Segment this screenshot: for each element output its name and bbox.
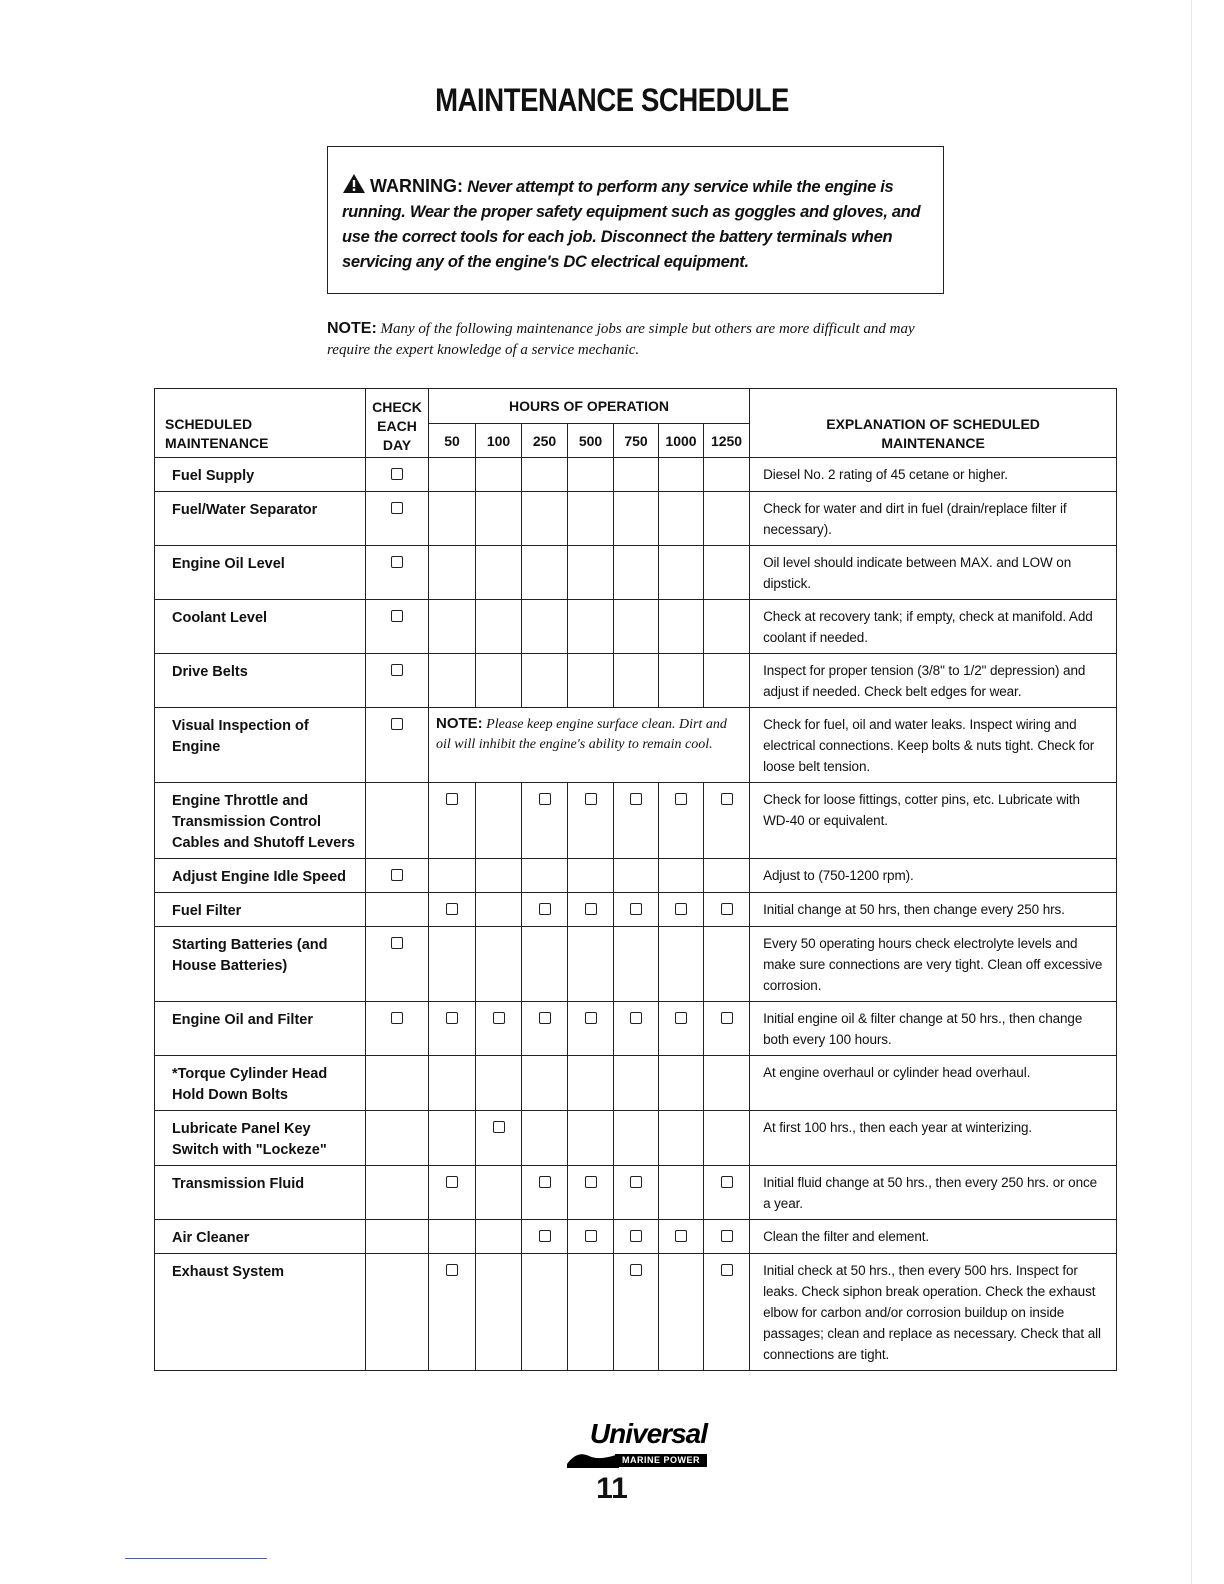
interval-cell bbox=[614, 893, 659, 927]
explanation: Initial fluid change at 50 hrs., then every 250 hrs. or once a year. bbox=[750, 1166, 1117, 1220]
check-daily-cell bbox=[366, 1002, 429, 1056]
warning-box bbox=[327, 146, 944, 294]
interval-cell bbox=[522, 1254, 568, 1371]
maintenance-item: Engine Oil and Filter bbox=[155, 1002, 366, 1056]
table-row bbox=[155, 927, 1117, 1002]
interval-cell bbox=[614, 1002, 659, 1056]
explanation: Check for loose fittings, cotter pins, etc. Lubricate with WD-40 or equivalent. bbox=[750, 783, 1117, 859]
checkbox[interactable] bbox=[446, 1176, 458, 1188]
maintenance-item: Starting Batteries (and House Batteries) bbox=[155, 927, 366, 1002]
interval-cell bbox=[429, 893, 476, 927]
checkbox[interactable] bbox=[630, 1176, 642, 1188]
checkbox[interactable] bbox=[446, 903, 458, 915]
maintenance-table bbox=[154, 388, 1117, 1371]
interval-cell bbox=[659, 1254, 704, 1371]
interval-cell bbox=[476, 600, 522, 654]
checkbox[interactable] bbox=[539, 793, 551, 805]
interval-cell bbox=[522, 927, 568, 1002]
interval-cell bbox=[476, 1056, 522, 1111]
interval-cell bbox=[659, 783, 704, 859]
universal-logo bbox=[567, 1418, 709, 1474]
header-interval: 100 bbox=[476, 424, 522, 458]
interval-cell bbox=[522, 1220, 568, 1254]
header-check-each-day bbox=[366, 389, 429, 458]
checkbox[interactable] bbox=[391, 664, 403, 676]
interval-cell bbox=[476, 1220, 522, 1254]
interval-cell bbox=[568, 458, 614, 492]
interval-cell bbox=[476, 654, 522, 708]
note-lead: NOTE: bbox=[327, 320, 377, 337]
interval-cell bbox=[568, 492, 614, 546]
header-interval: 500 bbox=[568, 424, 614, 458]
checkbox[interactable] bbox=[675, 903, 687, 915]
interval-cell bbox=[568, 1056, 614, 1111]
checkbox[interactable] bbox=[630, 793, 642, 805]
interval-cell bbox=[568, 1166, 614, 1220]
header-row-top bbox=[155, 389, 1117, 424]
checkbox[interactable] bbox=[539, 1176, 551, 1188]
interval-cell bbox=[704, 1254, 750, 1371]
checkbox[interactable] bbox=[630, 903, 642, 915]
check-daily-cell bbox=[366, 654, 429, 708]
header-explanation bbox=[750, 389, 1117, 458]
interval-cell bbox=[614, 458, 659, 492]
interval-cell bbox=[704, 1056, 750, 1111]
interval-cell bbox=[614, 492, 659, 546]
header-interval: 250 bbox=[522, 424, 568, 458]
check-daily-cell bbox=[366, 783, 429, 859]
check-daily-cell bbox=[366, 893, 429, 927]
header-interval: 1250 bbox=[704, 424, 750, 458]
interval-cell bbox=[522, 1166, 568, 1220]
checkbox[interactable] bbox=[446, 1264, 458, 1276]
interval-cell bbox=[704, 1111, 750, 1166]
table-row bbox=[155, 1002, 1117, 1056]
maintenance-item: Fuel Supply bbox=[155, 458, 366, 492]
table-row bbox=[155, 708, 1117, 783]
explanation: Diesel No. 2 rating of 45 cetane or higher. bbox=[750, 458, 1117, 492]
interval-cell bbox=[476, 1254, 522, 1371]
interval-cell bbox=[429, 1002, 476, 1056]
interval-cell bbox=[522, 458, 568, 492]
interval-cell bbox=[476, 1166, 522, 1220]
header-interval: 750 bbox=[614, 424, 659, 458]
interval-cell bbox=[568, 1220, 614, 1254]
interval-cell bbox=[429, 859, 476, 893]
checkbox[interactable] bbox=[493, 1121, 505, 1133]
header-check-line1: CHECK bbox=[372, 399, 422, 415]
checkbox[interactable] bbox=[493, 1012, 505, 1024]
interval-cell bbox=[704, 1220, 750, 1254]
interval-cell bbox=[476, 783, 522, 859]
table-row bbox=[155, 600, 1117, 654]
interval-cell bbox=[659, 1056, 704, 1111]
checkbox[interactable] bbox=[630, 1264, 642, 1276]
interval-cell bbox=[429, 546, 476, 600]
explanation: Check for water and dirt in fuel (drain/replace filter if necessary). bbox=[750, 492, 1117, 546]
interval-cell bbox=[659, 859, 704, 893]
checkbox[interactable] bbox=[391, 937, 403, 949]
checkbox[interactable] bbox=[391, 718, 403, 730]
interval-cell bbox=[522, 600, 568, 654]
header-scheduled-line2: MAINTENANCE bbox=[165, 435, 269, 451]
footer-rule bbox=[125, 1558, 267, 1559]
warning-body: Never attempt to perform any service while the engine is running. Wear the proper safety equipment such as goggles and gloves, and use the correct tools for each job. Disconnect the battery terminals when servicing any of the engine's DC electrical equipment. bbox=[342, 178, 921, 271]
interval-cell bbox=[614, 1111, 659, 1166]
checkbox[interactable] bbox=[675, 793, 687, 805]
interval-cell bbox=[522, 893, 568, 927]
checkbox[interactable] bbox=[630, 1012, 642, 1024]
logo-tagline: MARINE POWER bbox=[615, 1454, 707, 1467]
interval-cell bbox=[704, 654, 750, 708]
table-row bbox=[155, 859, 1117, 893]
check-daily-cell bbox=[366, 1166, 429, 1220]
table-row bbox=[155, 458, 1117, 492]
table-row bbox=[155, 1220, 1117, 1254]
maintenance-item: *Torque Cylinder Head Hold Down Bolts bbox=[155, 1056, 366, 1111]
interval-cell bbox=[614, 654, 659, 708]
interval-cell bbox=[614, 1056, 659, 1111]
checkbox[interactable] bbox=[721, 903, 733, 915]
interval-cell bbox=[659, 1111, 704, 1166]
check-daily-cell bbox=[366, 708, 429, 783]
header-check-line3: DAY bbox=[382, 437, 412, 453]
checkbox[interactable] bbox=[585, 1230, 597, 1242]
check-daily-cell bbox=[366, 1111, 429, 1166]
interval-cell bbox=[429, 927, 476, 1002]
interval-cell bbox=[476, 859, 522, 893]
interval-cell bbox=[568, 546, 614, 600]
interval-cell bbox=[476, 546, 522, 600]
explanation: Oil level should indicate between MAX. and LOW on dipstick. bbox=[750, 546, 1117, 600]
interval-cell bbox=[429, 1056, 476, 1111]
checkbox[interactable] bbox=[391, 502, 403, 514]
maintenance-item: Lubricate Panel Key Switch with "Lockeze" bbox=[155, 1111, 366, 1166]
interval-cell bbox=[568, 859, 614, 893]
inline-note-lead: NOTE: bbox=[436, 715, 483, 732]
interval-cell bbox=[429, 492, 476, 546]
inline-note bbox=[429, 708, 750, 783]
warning-text-block bbox=[342, 173, 927, 275]
maintenance-item: Exhaust System bbox=[155, 1254, 366, 1371]
interval-cell bbox=[476, 893, 522, 927]
maintenance-item: Drive Belts bbox=[155, 654, 366, 708]
checkbox[interactable] bbox=[391, 556, 403, 568]
interval-cell bbox=[659, 654, 704, 708]
checkbox[interactable] bbox=[391, 1012, 403, 1024]
table-row bbox=[155, 1056, 1117, 1111]
interval-cell bbox=[704, 458, 750, 492]
interval-cell bbox=[429, 1254, 476, 1371]
explanation: Clean the filter and element. bbox=[750, 1220, 1117, 1254]
interval-cell bbox=[568, 654, 614, 708]
interval-cell bbox=[476, 1002, 522, 1056]
interval-cell bbox=[568, 927, 614, 1002]
intro-note bbox=[327, 318, 927, 361]
interval-cell bbox=[429, 600, 476, 654]
page-title: MAINTENANCE SCHEDULE bbox=[435, 82, 789, 118]
interval-cell bbox=[704, 600, 750, 654]
check-daily-cell bbox=[366, 492, 429, 546]
checkbox[interactable] bbox=[446, 1012, 458, 1024]
interval-cell bbox=[614, 600, 659, 654]
interval-cell bbox=[568, 783, 614, 859]
interval-cell bbox=[522, 1002, 568, 1056]
table-row bbox=[155, 654, 1117, 708]
check-daily-cell bbox=[366, 600, 429, 654]
checkbox[interactable] bbox=[675, 1012, 687, 1024]
interval-cell bbox=[704, 546, 750, 600]
checkbox[interactable] bbox=[721, 1230, 733, 1242]
check-daily-cell bbox=[366, 1220, 429, 1254]
checkbox[interactable] bbox=[585, 1012, 597, 1024]
interval-cell bbox=[522, 546, 568, 600]
explanation: Adjust to (750-1200 rpm). bbox=[750, 859, 1117, 893]
interval-cell bbox=[476, 927, 522, 1002]
checkbox[interactable] bbox=[585, 793, 597, 805]
interval-cell bbox=[614, 783, 659, 859]
interval-cell bbox=[429, 783, 476, 859]
interval-cell bbox=[614, 927, 659, 1002]
table-row bbox=[155, 1166, 1117, 1220]
interval-cell bbox=[568, 1254, 614, 1371]
checkbox[interactable] bbox=[446, 793, 458, 805]
maintenance-item: Fuel/Water Separator bbox=[155, 492, 366, 546]
checkbox[interactable] bbox=[721, 793, 733, 805]
checkbox[interactable] bbox=[539, 1230, 551, 1242]
interval-cell bbox=[568, 893, 614, 927]
interval-cell bbox=[659, 600, 704, 654]
maintenance-item: Engine Oil Level bbox=[155, 546, 366, 600]
checkbox[interactable] bbox=[721, 1264, 733, 1276]
checkbox[interactable] bbox=[675, 1230, 687, 1242]
checkbox[interactable] bbox=[391, 468, 403, 480]
checkbox[interactable] bbox=[630, 1230, 642, 1242]
check-daily-cell bbox=[366, 859, 429, 893]
explanation: Check at recovery tank; if empty, check at manifold. Add coolant if needed. bbox=[750, 600, 1117, 654]
interval-cell bbox=[704, 1166, 750, 1220]
check-daily-cell bbox=[366, 458, 429, 492]
checkbox[interactable] bbox=[539, 1012, 551, 1024]
checkbox[interactable] bbox=[391, 610, 403, 622]
maintenance-item: Air Cleaner bbox=[155, 1220, 366, 1254]
interval-cell bbox=[704, 927, 750, 1002]
interval-cell bbox=[659, 546, 704, 600]
explanation: Initial engine oil & filter change at 50 hrs., then change both every 100 hours. bbox=[750, 1002, 1117, 1056]
maintenance-item: Adjust Engine Idle Speed bbox=[155, 859, 366, 893]
interval-cell bbox=[659, 1002, 704, 1056]
note-body: Many of the following maintenance jobs are simple but others are more difficult and may require the expert knowledge of a service mechanic. bbox=[327, 321, 915, 358]
interval-cell bbox=[522, 654, 568, 708]
table-row bbox=[155, 893, 1117, 927]
check-daily-cell bbox=[366, 1254, 429, 1371]
checkbox[interactable] bbox=[539, 903, 551, 915]
interval-cell bbox=[614, 1220, 659, 1254]
check-daily-cell bbox=[366, 546, 429, 600]
page-edge-line bbox=[1191, 0, 1192, 1584]
header-expl-line2: MAINTENANCE bbox=[881, 435, 985, 451]
interval-cell bbox=[522, 783, 568, 859]
maintenance-item: Fuel Filter bbox=[155, 893, 366, 927]
interval-cell bbox=[659, 927, 704, 1002]
checkbox[interactable] bbox=[721, 1176, 733, 1188]
interval-cell bbox=[522, 859, 568, 893]
checkbox[interactable] bbox=[585, 903, 597, 915]
interval-cell bbox=[568, 1002, 614, 1056]
table-body bbox=[155, 458, 1117, 1371]
interval-cell bbox=[476, 458, 522, 492]
interval-cell bbox=[704, 859, 750, 893]
explanation: Every 50 operating hours check electrolyte levels and make sure connections are very tight. Clean off excessive corrosion. bbox=[750, 927, 1117, 1002]
header-interval: 1000 bbox=[659, 424, 704, 458]
table-row bbox=[155, 492, 1117, 546]
checkbox[interactable] bbox=[391, 869, 403, 881]
explanation: At first 100 hrs., then each year at winterizing. bbox=[750, 1111, 1117, 1166]
interval-cell bbox=[522, 492, 568, 546]
interval-cell bbox=[614, 1254, 659, 1371]
interval-cell bbox=[704, 783, 750, 859]
table-row bbox=[155, 1111, 1117, 1166]
header-hours-of-operation: HOURS OF OPERATION bbox=[429, 389, 750, 424]
maintenance-item: Transmission Fluid bbox=[155, 1166, 366, 1220]
maintenance-item: Visual Inspection of Engine bbox=[155, 708, 366, 783]
interval-cell bbox=[704, 893, 750, 927]
table-row bbox=[155, 783, 1117, 859]
explanation: Initial check at 50 hrs., then every 500 hrs. Inspect for leaks. Check siphon break operation. Check the exhaust elbow for carbon and/or corrosion buildup on inside passages; clean and replace as necessary. Check that all connections are tight. bbox=[750, 1254, 1117, 1371]
table-row bbox=[155, 1254, 1117, 1371]
header-check-line2: EACH bbox=[377, 418, 417, 434]
interval-cell bbox=[659, 893, 704, 927]
inline-note-body: Please keep engine surface clean. Dirt and oil will inhibit the engine's ability to remain cool. bbox=[436, 717, 727, 752]
interval-cell bbox=[704, 1002, 750, 1056]
check-daily-cell bbox=[366, 927, 429, 1002]
interval-cell bbox=[568, 600, 614, 654]
interval-cell bbox=[429, 654, 476, 708]
interval-cell bbox=[476, 1111, 522, 1166]
interval-cell bbox=[522, 1111, 568, 1166]
maintenance-item: Coolant Level bbox=[155, 600, 366, 654]
header-scheduled-maintenance bbox=[155, 389, 366, 458]
checkbox[interactable] bbox=[721, 1012, 733, 1024]
warning-triangle-icon bbox=[342, 173, 366, 194]
explanation: Inspect for proper tension (3/8" to 1/2" depression) and adjust if needed. Check belt edges for wear. bbox=[750, 654, 1117, 708]
interval-cell bbox=[659, 1220, 704, 1254]
header-expl-line1: EXPLANATION OF SCHEDULED bbox=[826, 416, 1040, 432]
table-row bbox=[155, 546, 1117, 600]
interval-cell bbox=[614, 859, 659, 893]
interval-cell bbox=[429, 1166, 476, 1220]
logo-word: Universal bbox=[589, 1418, 707, 1449]
interval-cell bbox=[614, 1166, 659, 1220]
interval-cell bbox=[429, 1220, 476, 1254]
check-daily-cell bbox=[366, 1056, 429, 1111]
interval-cell bbox=[429, 458, 476, 492]
maintenance-item: Engine Throttle and Transmission Control Cables and Shutoff Levers bbox=[155, 783, 366, 859]
interval-cell bbox=[614, 546, 659, 600]
header-interval: 50 bbox=[429, 424, 476, 458]
interval-cell bbox=[659, 458, 704, 492]
explanation: At engine overhaul or cylinder head overhaul. bbox=[750, 1056, 1117, 1111]
interval-cell bbox=[568, 1111, 614, 1166]
header-scheduled-line1: SCHEDULED bbox=[165, 416, 253, 432]
interval-cell bbox=[659, 492, 704, 546]
explanation: Check for fuel, oil and water leaks. Inspect wiring and electrical connections. Keep bolts & nuts tight. Check for loose belt tension. bbox=[750, 708, 1117, 783]
page-number: 11 bbox=[596, 1472, 628, 1505]
checkbox[interactable] bbox=[585, 1176, 597, 1188]
interval-cell bbox=[476, 492, 522, 546]
interval-cell bbox=[522, 1056, 568, 1111]
warning-lead: WARNING: bbox=[370, 176, 463, 196]
explanation: Initial change at 50 hrs, then change every 250 hrs. bbox=[750, 893, 1117, 927]
interval-cell bbox=[704, 492, 750, 546]
interval-cell bbox=[659, 1166, 704, 1220]
interval-cell bbox=[429, 1111, 476, 1166]
